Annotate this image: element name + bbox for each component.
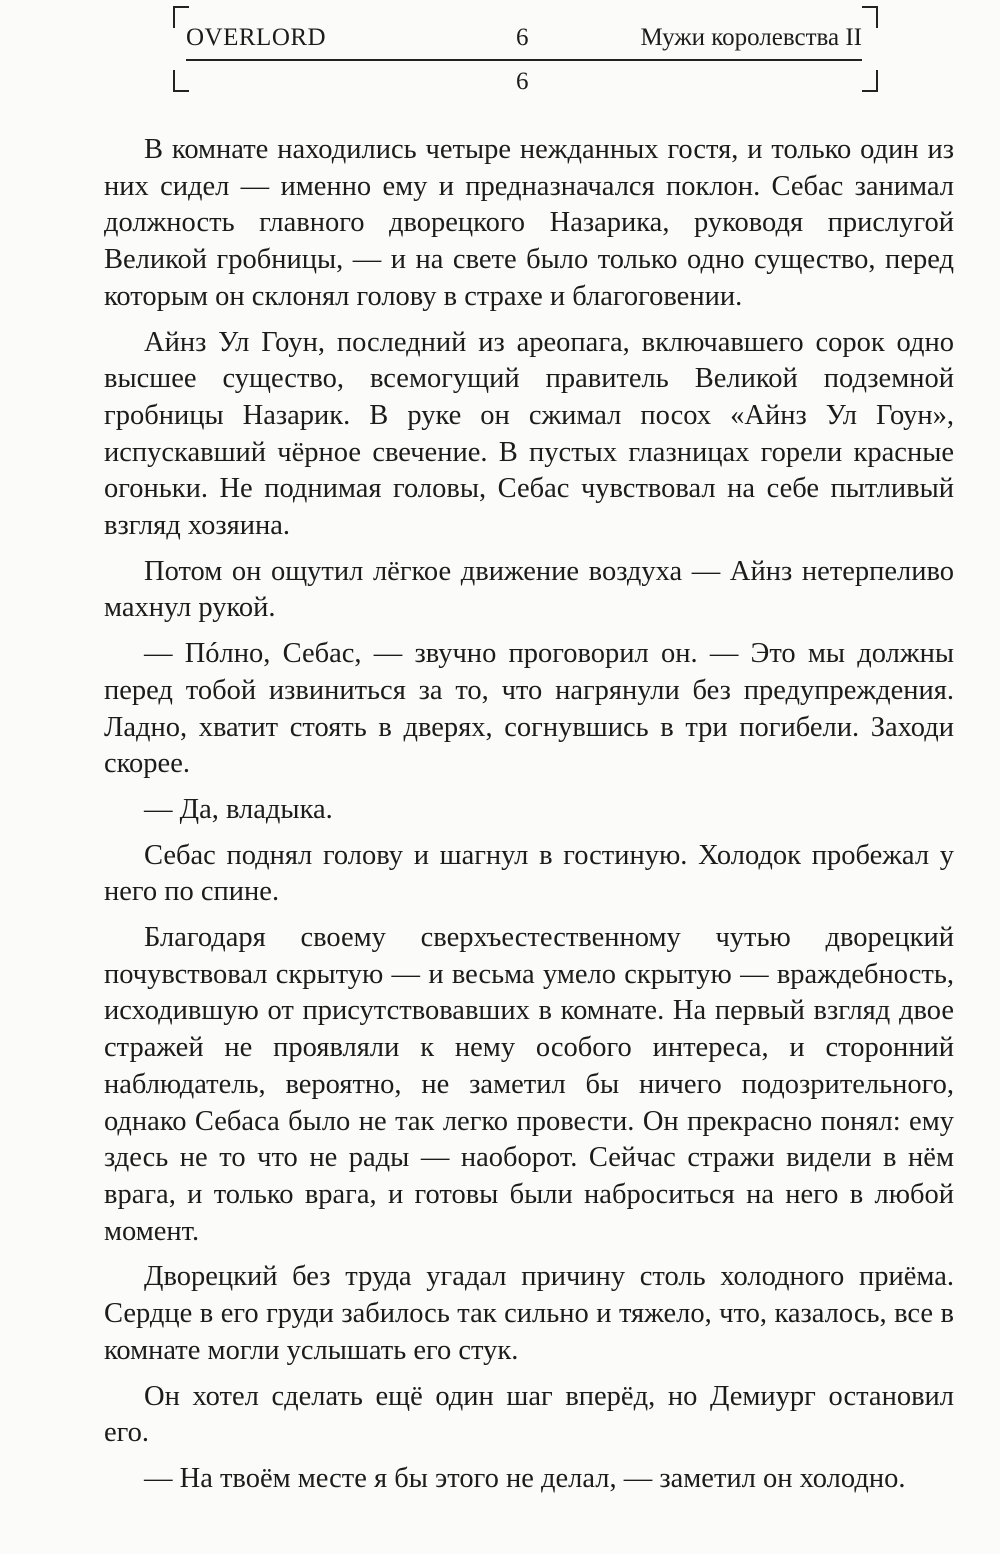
running-head bbox=[186, 20, 862, 56]
paragraph: Дворецкий без труда угадал причину столь холодного приёма. Сердце в его груди забилось так сильно и тяжело, что, казалось, все в комнате могли услышать его стук. bbox=[104, 1261, 954, 1366]
series-title: OVERLORD bbox=[186, 24, 327, 51]
body-text bbox=[104, 132, 954, 1498]
paragraph: Благодаря своему сверхъестественному чутью дворецкий почувствовал скрытую — и весьма умело скрытую — враждебность, исходившую от присутствовавших в комнате. На первый взгляд двое стражей не проявляли к нему особого интереса, и сторонний наблюдатель, вероятно, не заметил бы ничего подозрительного, однако Себаса было не так легко провести. Он прекрасно понял: ему здесь не то что не рады — наоборот. Сейчас стражи видели в нём врага, и только врага, и готовы были наброситься на него в любой момент. bbox=[104, 922, 954, 1247]
page-number: 6 bbox=[516, 68, 529, 95]
paragraph: — Да, владыка. bbox=[144, 793, 333, 825]
paragraph: В комнате находились четыре нежданных гостя, и только один из них сидел — именно ему и предназначался поклон. Себас занимал должность главного дворецкого Назарика, руководя прислугой Великой гробницы, — и на свете было только одно существо, перед которым он склонял голову в страхе и благоговении. bbox=[104, 134, 954, 312]
crop-mark-bottom-right bbox=[862, 70, 878, 92]
paragraph: Айнз Ул Гоун, последний из ареопага, включавшего сорок одно высшее существо, всемогущий правитель Великой подземной гробницы Назарик. В руке он сжимал посох «Айнз Ул Гоун», испускавший чёрное свечение. В пустых глазницах горели красные огоньки. Не поднимая головы, Себас чувствовал на себе пытливый взгляд хозяина. bbox=[104, 326, 954, 542]
paragraph: Потом он ощутил лёгкое движение воздуха — Айнз нетерпеливо махнул рукой. bbox=[104, 555, 954, 624]
paragraph: Он хотел сделать ещё один шаг вперёд, но Демиург остановил его. bbox=[104, 1380, 954, 1449]
chapter-title: Мужи королевства II bbox=[640, 24, 862, 51]
volume-number: 6 bbox=[516, 24, 529, 51]
header-rule bbox=[186, 59, 862, 61]
paragraph: Себас поднял голову и шагнул в гостиную. Холодок пробежал у него по спине. bbox=[104, 839, 954, 908]
paragraph: — Пóлно, Себас, — звучно проговорил он. — Это мы должны перед тобой извиниться за то, что нагрянули без предупреждения. Ладно, хватит стоять в дверях, согнувшись в три погибели. Заходи скорее. bbox=[104, 638, 954, 780]
crop-mark-top-right bbox=[862, 6, 878, 28]
crop-mark-bottom-left bbox=[173, 70, 189, 92]
paragraph: — На твоём месте я бы этого не делал, — заметил он холодно. bbox=[144, 1462, 906, 1494]
